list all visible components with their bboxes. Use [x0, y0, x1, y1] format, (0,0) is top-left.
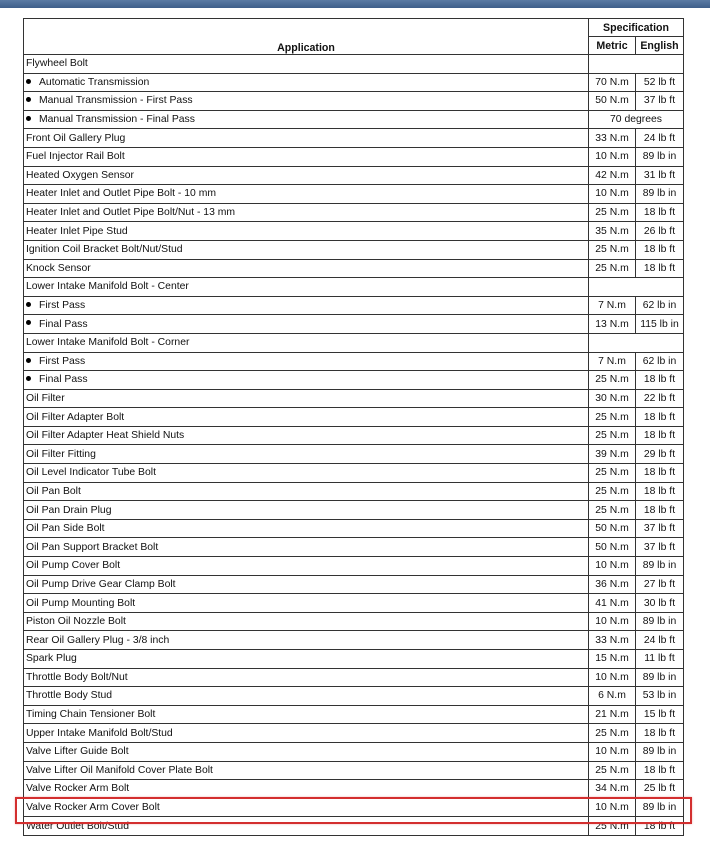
application-label: Lower Intake Manifold Bolt - Center [26, 281, 189, 293]
bullet-icon [26, 320, 31, 325]
application-cell [24, 687, 589, 706]
application-cell [24, 55, 589, 74]
metric-cell: 25 N.m [589, 501, 636, 520]
metric-cell: 50 N.m [589, 92, 636, 111]
metric-cell: 33 N.m [589, 129, 636, 148]
application-label: Final Pass [39, 374, 88, 386]
table-row [24, 575, 684, 594]
table-row [24, 129, 684, 148]
bullet-icon [26, 97, 31, 102]
english-cell: 18 lb ft [636, 482, 684, 501]
bullet-icon [26, 79, 31, 84]
application-label: Oil Filter Adapter Heat Shield Nuts [26, 430, 185, 442]
english-cell: 15 lb ft [636, 705, 684, 724]
metric-cell: 25 N.m [589, 724, 636, 743]
empty-value-cell [589, 55, 684, 74]
application-label: Oil Pump Cover Bolt [26, 560, 121, 572]
empty-value-cell [589, 333, 684, 352]
table-row [24, 315, 684, 334]
application-label: Front Oil Gallery Plug [26, 132, 126, 144]
english-cell: 53 lb in [636, 687, 684, 706]
application-label: Automatic Transmission [39, 76, 150, 88]
application-label: Oil Filter Adapter Bolt [26, 411, 125, 423]
metric-cell: 39 N.m [589, 445, 636, 464]
application-cell [24, 222, 589, 241]
application-cell [24, 724, 589, 743]
table-row [24, 333, 684, 352]
application-cell [24, 780, 589, 799]
application-cell [24, 129, 589, 148]
application-label: Timing Chain Tensioner Bolt [26, 709, 156, 721]
english-cell: 24 lb ft [636, 631, 684, 650]
table-row [24, 724, 684, 743]
application-label: Heater Inlet and Outlet Pipe Bolt/Nut - 13 mm [26, 207, 236, 219]
table-row [24, 278, 684, 297]
bullet-icon [26, 358, 31, 363]
application-cell [24, 315, 589, 334]
table-row [24, 166, 684, 185]
application-cell [24, 333, 589, 352]
metric-cell: 36 N.m [589, 575, 636, 594]
bullet-icon [26, 376, 31, 381]
metric-cell: 7 N.m [589, 352, 636, 371]
application-cell [24, 557, 589, 576]
merged-value-cell: 70 degrees [589, 110, 684, 129]
english-cell: 31 lb ft [636, 166, 684, 185]
application-cell [24, 668, 589, 687]
table-row [24, 538, 684, 557]
english-cell: 18 lb ft [636, 464, 684, 483]
application-cell [24, 371, 589, 390]
application-cell [24, 575, 589, 594]
application-label: Heater Inlet and Outlet Pipe Bolt - 10 mm [26, 188, 217, 200]
english-cell: 89 lb in [636, 147, 684, 166]
application-label: Piston Oil Nozzle Bolt [26, 616, 126, 628]
application-label: Oil Pump Mounting Bolt [26, 597, 136, 609]
application-label: Valve Lifter Guide Bolt [26, 746, 129, 758]
application-cell [24, 742, 589, 761]
english-cell: 27 lb ft [636, 575, 684, 594]
application-cell [24, 278, 589, 297]
english-cell: 22 lb ft [636, 389, 684, 408]
english-cell: 89 lb in [636, 612, 684, 631]
application-label: Valve Rocker Arm Bolt [26, 783, 130, 795]
metric-cell: 42 N.m [589, 166, 636, 185]
table-row [24, 519, 684, 538]
window-top-bar [0, 0, 710, 8]
metric-cell: 10 N.m [589, 147, 636, 166]
metric-cell: 25 N.m [589, 817, 636, 836]
metric-cell: 10 N.m [589, 185, 636, 204]
english-cell: 89 lb in [636, 668, 684, 687]
english-cell: 18 lb ft [636, 203, 684, 222]
metric-cell: 35 N.m [589, 222, 636, 241]
english-cell: 18 lb ft [636, 371, 684, 390]
table-row [24, 296, 684, 315]
table-row [24, 408, 684, 427]
application-label: First Pass [39, 300, 86, 312]
application-cell [24, 445, 589, 464]
table-row [24, 371, 684, 390]
table-row [24, 594, 684, 613]
metric-cell: 6 N.m [589, 687, 636, 706]
english-cell: 52 lb ft [636, 73, 684, 92]
application-cell [24, 259, 589, 278]
table-row [24, 761, 684, 780]
application-cell [24, 426, 589, 445]
table-row [24, 389, 684, 408]
application-label: Oil Pan Side Bolt [26, 523, 105, 535]
table-row [24, 185, 684, 204]
application-cell [24, 110, 589, 129]
metric-cell: 10 N.m [589, 742, 636, 761]
application-cell [24, 240, 589, 259]
application-label: Oil Filter Fitting [26, 448, 96, 460]
english-cell: 37 lb ft [636, 538, 684, 557]
english-cell: 18 lb ft [636, 724, 684, 743]
application-cell [24, 352, 589, 371]
table-row [24, 259, 684, 278]
english-cell: 24 lb ft [636, 129, 684, 148]
application-label: Valve Rocker Arm Cover Bolt [26, 802, 160, 814]
metric-cell: 25 N.m [589, 203, 636, 222]
application-label: Heater Inlet Pipe Stud [26, 225, 128, 237]
english-cell: 89 lb in [636, 557, 684, 576]
table-row [24, 631, 684, 650]
table-row [24, 147, 684, 166]
english-cell: 11 lb ft [636, 650, 684, 669]
bullet-icon [26, 116, 31, 121]
application-label: Spark Plug [26, 653, 77, 665]
application-label: Manual Transmission - First Pass [39, 95, 193, 107]
application-cell [24, 705, 589, 724]
english-cell: 18 lb ft [636, 817, 684, 836]
table-row [24, 73, 684, 92]
application-label: Oil Pan Support Bracket Bolt [26, 541, 159, 553]
english-cell: 25 lb ft [636, 780, 684, 799]
application-label: Oil Pump Drive Gear Clamp Bolt [26, 578, 176, 590]
application-cell [24, 519, 589, 538]
metric-cell: 10 N.m [589, 612, 636, 631]
table-body [24, 55, 684, 836]
english-cell: 62 lb in [636, 352, 684, 371]
application-cell [24, 408, 589, 427]
application-label: Fuel Injector Rail Bolt [26, 151, 125, 163]
metric-cell: 13 N.m [589, 315, 636, 334]
application-label: Oil Filter [26, 392, 65, 404]
application-label: Knock Sensor [26, 262, 91, 274]
table-row [24, 687, 684, 706]
application-cell [24, 538, 589, 557]
application-cell [24, 650, 589, 669]
metric-column-header: Metric [589, 37, 636, 55]
application-cell [24, 73, 589, 92]
application-label: Flywheel Bolt [26, 58, 88, 70]
table-row [24, 110, 684, 129]
english-cell: 18 lb ft [636, 240, 684, 259]
application-cell [24, 166, 589, 185]
application-cell [24, 389, 589, 408]
table-row [24, 557, 684, 576]
metric-cell: 7 N.m [589, 296, 636, 315]
table-row [24, 482, 684, 501]
metric-cell: 70 N.m [589, 73, 636, 92]
table-row [24, 742, 684, 761]
table-row [24, 55, 684, 74]
application-label: Water Outlet Bolt/Stud [26, 820, 129, 832]
metric-cell: 50 N.m [589, 519, 636, 538]
application-cell [24, 296, 589, 315]
application-label: Heated Oxygen Sensor [26, 169, 135, 181]
metric-cell: 25 N.m [589, 371, 636, 390]
empty-value-cell [589, 278, 684, 297]
table-row [24, 650, 684, 669]
english-column-header: English [636, 37, 684, 55]
table-row [24, 445, 684, 464]
english-cell: 89 lb in [636, 185, 684, 204]
application-label: Throttle Body Stud [26, 690, 113, 702]
application-cell [24, 761, 589, 780]
english-cell: 18 lb ft [636, 259, 684, 278]
english-cell: 30 lb ft [636, 594, 684, 613]
table-row [24, 464, 684, 483]
table-row [24, 705, 684, 724]
english-cell: 26 lb ft [636, 222, 684, 241]
metric-cell: 25 N.m [589, 259, 636, 278]
metric-cell: 33 N.m [589, 631, 636, 650]
document-page [0, 8, 710, 857]
application-label: Valve Lifter Oil Manifold Cover Plate Bolt [26, 764, 213, 776]
table-row [24, 203, 684, 222]
metric-cell: 10 N.m [589, 798, 636, 817]
application-label: Lower Intake Manifold Bolt - Corner [26, 337, 190, 349]
application-label: Oil Pan Drain Plug [26, 504, 112, 516]
metric-cell: 30 N.m [589, 389, 636, 408]
metric-cell: 25 N.m [589, 408, 636, 427]
english-cell: 18 lb ft [636, 426, 684, 445]
table-row [24, 501, 684, 520]
bullet-icon [26, 302, 31, 307]
application-cell [24, 185, 589, 204]
english-cell: 37 lb ft [636, 519, 684, 538]
application-cell [24, 501, 589, 520]
metric-cell: 34 N.m [589, 780, 636, 799]
application-cell [24, 631, 589, 650]
application-cell [24, 464, 589, 483]
application-cell [24, 594, 589, 613]
english-cell: 29 lb ft [636, 445, 684, 464]
application-label: Throttle Body Bolt/Nut [26, 671, 128, 683]
application-column-header: Application [24, 19, 589, 55]
english-cell: 18 lb ft [636, 408, 684, 427]
application-cell [24, 612, 589, 631]
table-row [24, 668, 684, 687]
table-row [24, 92, 684, 111]
torque-specification-table [23, 18, 684, 836]
table-row [24, 352, 684, 371]
english-cell: 89 lb in [636, 798, 684, 817]
table-row [24, 426, 684, 445]
metric-cell: 41 N.m [589, 594, 636, 613]
table-row [24, 240, 684, 259]
application-label: Rear Oil Gallery Plug - 3/8 inch [26, 634, 170, 646]
metric-cell: 25 N.m [589, 240, 636, 259]
application-cell [24, 482, 589, 501]
application-cell [24, 203, 589, 222]
application-label: Ignition Coil Bracket Bolt/Nut/Stud [26, 244, 183, 256]
metric-cell: 25 N.m [589, 761, 636, 780]
application-label: Upper Intake Manifold Bolt/Stud [26, 727, 173, 739]
application-cell [24, 92, 589, 111]
application-label: Oil Pan Bolt [26, 485, 81, 497]
table-row [24, 222, 684, 241]
application-label: First Pass [39, 355, 86, 367]
application-label: Manual Transmission - Final Pass [39, 114, 195, 126]
table-row [24, 780, 684, 799]
specification-column-header: Specification [589, 19, 684, 37]
english-cell: 89 lb in [636, 742, 684, 761]
english-cell: 18 lb ft [636, 501, 684, 520]
english-cell: 18 lb ft [636, 761, 684, 780]
metric-cell: 50 N.m [589, 538, 636, 557]
application-label: Oil Level Indicator Tube Bolt [26, 467, 156, 479]
metric-cell: 15 N.m [589, 650, 636, 669]
highlight-box [15, 797, 692, 824]
english-cell: 37 lb ft [636, 92, 684, 111]
metric-cell: 10 N.m [589, 557, 636, 576]
english-cell: 62 lb in [636, 296, 684, 315]
application-cell [24, 147, 589, 166]
english-cell: 115 lb in [636, 315, 684, 334]
metric-cell: 21 N.m [589, 705, 636, 724]
application-label: Final Pass [39, 318, 88, 330]
metric-cell: 25 N.m [589, 426, 636, 445]
metric-cell: 25 N.m [589, 464, 636, 483]
metric-cell: 25 N.m [589, 482, 636, 501]
metric-cell: 10 N.m [589, 668, 636, 687]
table-row [24, 612, 684, 631]
